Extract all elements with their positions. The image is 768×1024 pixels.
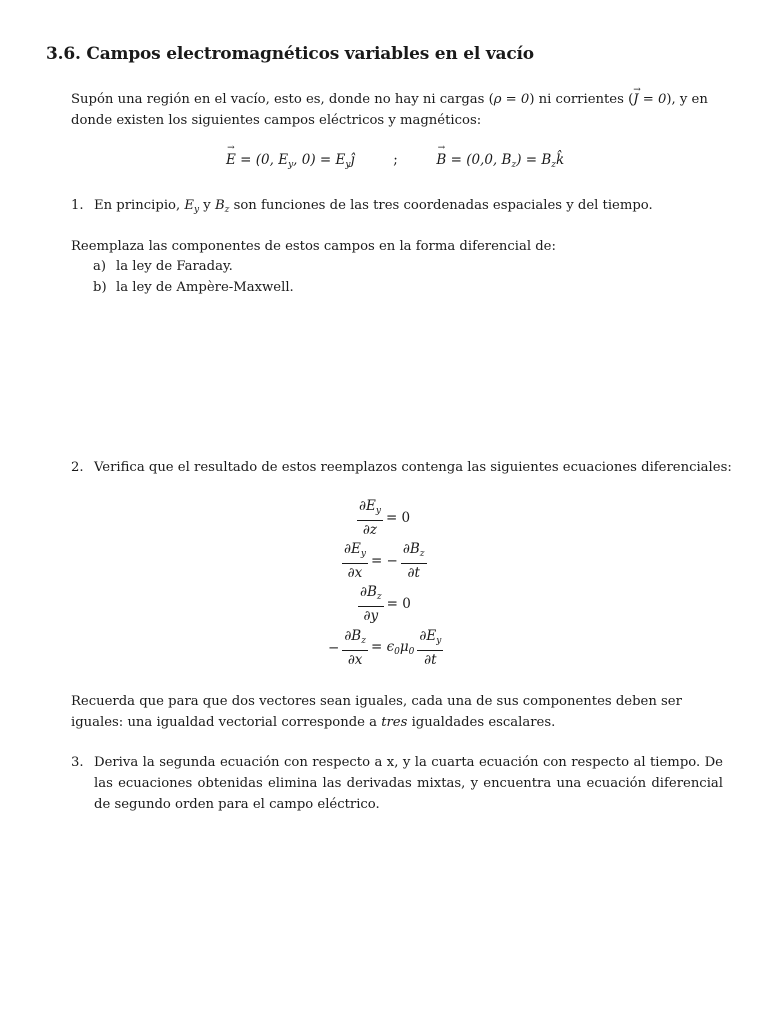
- step-1: 1. En principio, $E_y$ y $B_z$ son funciones de las tres coordenadas espaciales y del tiempo.: [71, 195, 653, 221]
- equation-1: $\frac{\partial E_y}{\partial z}$ = 0: [359, 498, 411, 538]
- j-vector: J →: [633, 89, 638, 110]
- step-3-text: Deriva la segunda ecuación con respecto a x, y la cuarta ecuación con respecto al tiempo. De las ecuaciones obtenidas elimina las derivadas mixtas, y encuentra una ecuación diferencial de segundo orden para el campo eléctrico.: [94, 755, 723, 812]
- remember-paragraph: [71, 691, 723, 733]
- equation-4: − $\frac{\partial B_z}{\partial x}$ = $\epsilon_0\mu_0$ $\frac{\partial E_y}{\partial t}$: [328, 628, 442, 668]
- equation-4-minus: −: [328, 640, 340, 656]
- e-definition-2: , 0) = E: [293, 152, 346, 168]
- equation-3-rhs: = 0: [386, 596, 411, 612]
- k-unit-vector: k̂: [556, 152, 565, 168]
- list-text-b: la ley de Ampère-Maxwell.: [116, 280, 294, 295]
- list-text-a: la ley de Faraday.: [116, 259, 233, 274]
- step-1-text-b: y: [199, 198, 215, 213]
- step-1-number: 1.: [71, 198, 84, 213]
- rho-equation: ρ = 0: [493, 92, 530, 107]
- equation-3: $\frac{\partial B_z}{\partial y}$ = 0: [360, 584, 411, 624]
- step-3: [71, 752, 723, 815]
- remember-text-2: igualdades escalares.: [407, 715, 556, 730]
- j-unit-vector: ĵ: [350, 152, 355, 168]
- step-3-number: 3.: [71, 755, 84, 770]
- list-marker-b: b): [93, 280, 107, 295]
- remember-text-1: Recuerda que para que dos vectores sean iguales, cada una de sus componentes deben ser iguales: una igualdad vectorial corresponde a: [71, 694, 682, 730]
- remember-emphasis: tres: [381, 715, 408, 730]
- equation-1-rhs: = 0: [385, 510, 411, 526]
- equation-4-mu: μ: [399, 639, 409, 655]
- replace-lead: Reemplaza las componentes de estos campos en la forma diferencial de:: [71, 239, 556, 254]
- equation-2: $\frac{\partial E_y}{\partial x}$ = − $\frac{\partial B_z}{\partial t}$: [344, 541, 425, 581]
- step-1-text-a: En principio,: [94, 198, 185, 213]
- list-item-b: [93, 277, 294, 298]
- step-2: [71, 457, 732, 478]
- b-definition-2: ) = B: [516, 152, 552, 168]
- b-vector: B →: [436, 152, 446, 168]
- b-definition: = (0,0, B: [450, 152, 512, 168]
- j-equation: = 0: [642, 92, 667, 107]
- list-marker-a: a): [93, 259, 107, 274]
- e-vector: E →: [226, 152, 236, 168]
- field-separator: ;: [393, 152, 398, 168]
- step-2-number: 2.: [71, 460, 84, 475]
- step-2-text: Verifica que el resultado de estos reemplazos contenga las siguientes ecuaciones diferenciales:: [94, 460, 732, 475]
- field-definitions: E → = (0, $E_y$, $0) = E_yĵ$ ; B → = (0,0, $B_z$) = $B_zk̂$: [226, 152, 564, 170]
- section-title: 3.6. Campos electromagnéticos variables en el vacío: [46, 44, 534, 64]
- e-definition: = (0, E: [240, 152, 289, 168]
- equation-2-rhs: = −: [370, 553, 398, 569]
- list-item-a: [93, 256, 233, 277]
- intro-text-1: Supón una región en el vacío, esto es, donde no hay ni cargas (: [71, 92, 494, 107]
- step-1-text-c: son funciones de las tres coordenadas espaciales y del tiempo.: [229, 198, 653, 213]
- intro-text-2: ) ni corrientes (: [529, 92, 634, 107]
- intro-paragraph: [71, 89, 723, 131]
- equation-4-epsilon: = ϵ: [370, 639, 395, 655]
- intro-text-3: ), y en donde existen los siguientes campos eléctricos y magnéticos:: [71, 92, 708, 128]
